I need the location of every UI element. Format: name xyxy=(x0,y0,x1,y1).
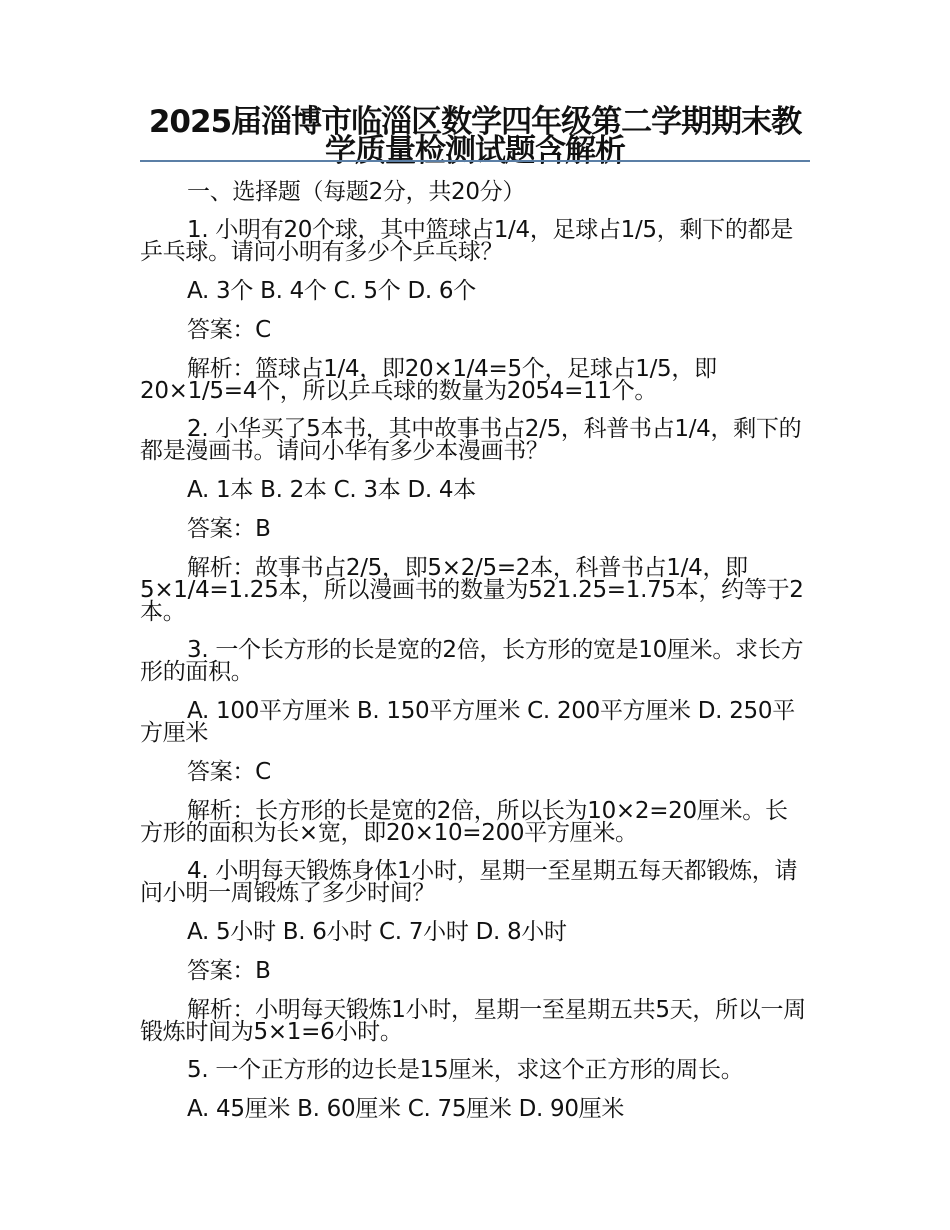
section-heading: 一、选择题（每题2分，共20分） xyxy=(187,179,526,205)
explanation-4: 解析：小明每天锻炼1小时，星期一至星期五共5天，所以一周锻炼时间为5×1=6小时。 xyxy=(140,997,806,1045)
answer-2: 答案：B xyxy=(187,516,271,542)
options-4: A. 5小时 B. 6小时 C. 7小时 D. 8小时 xyxy=(187,919,567,945)
options-5: A. 45厘米 B. 60厘米 C. 75厘米 D. 90厘米 xyxy=(187,1096,625,1122)
options-2: A. 1本 B. 2本 C. 3本 D. 4本 xyxy=(187,477,476,503)
answer-3: 答案：C xyxy=(187,759,271,785)
title-underline xyxy=(140,160,810,162)
answer-4: 答案：B xyxy=(187,958,271,984)
question-2: 2. 小华买了5本书，其中故事书占2/5，科普书占1/4，剩下的都是漫画书。请问小华有多少本漫画书？ xyxy=(140,416,802,464)
options-3: A. 100平方厘米 B. 150平方厘米 C. 200平方厘米 D. 250平方厘米 xyxy=(140,698,795,746)
document-title: 2025届淄博市临淄区数学四年级第二学期期末教学质量检测试题含解析 xyxy=(148,104,802,169)
document-body xyxy=(140,176,810,1120)
explanation-2: 解析：故事书占2/5，即5×2/5=2本，科普书占1/4，即5×1/4=1.25本，所以漫画书的数量为521.25=1.75本，约等于2本。 xyxy=(140,555,804,625)
question-4: 4. 小明每天锻炼身体1小时，星期一至星期五每天都锻炼，请问小明一周锻炼了多少时间？ xyxy=(140,858,798,906)
question-1: 1. 小明有20个球，其中篮球占1/4，足球占1/5，剩下的都是乒乓球。请问小明有多少个乒乓球？ xyxy=(140,217,793,265)
question-5: 5. 一个正方形的边长是15厘米，求这个正方形的周长。 xyxy=(187,1057,744,1083)
explanation-3: 解析：长方形的长是宽的2倍，所以长为10×2=20厘米。长方形的面积为长×宽，即20×10=200平方厘米。 xyxy=(140,798,788,846)
answer-1: 答案：C xyxy=(187,317,271,343)
options-1: A. 3个 B. 4个 C. 5个 D. 6个 xyxy=(187,278,476,304)
explanation-1: 解析：篮球占1/4，即20×1/4=5个，足球占1/5，即20×1/5=4个，所以乒乓球的数量为2054=11个。 xyxy=(140,356,717,404)
question-3: 3. 一个长方形的长是宽的2倍，长方形的宽是10厘米。求长方形的面积。 xyxy=(140,637,804,685)
